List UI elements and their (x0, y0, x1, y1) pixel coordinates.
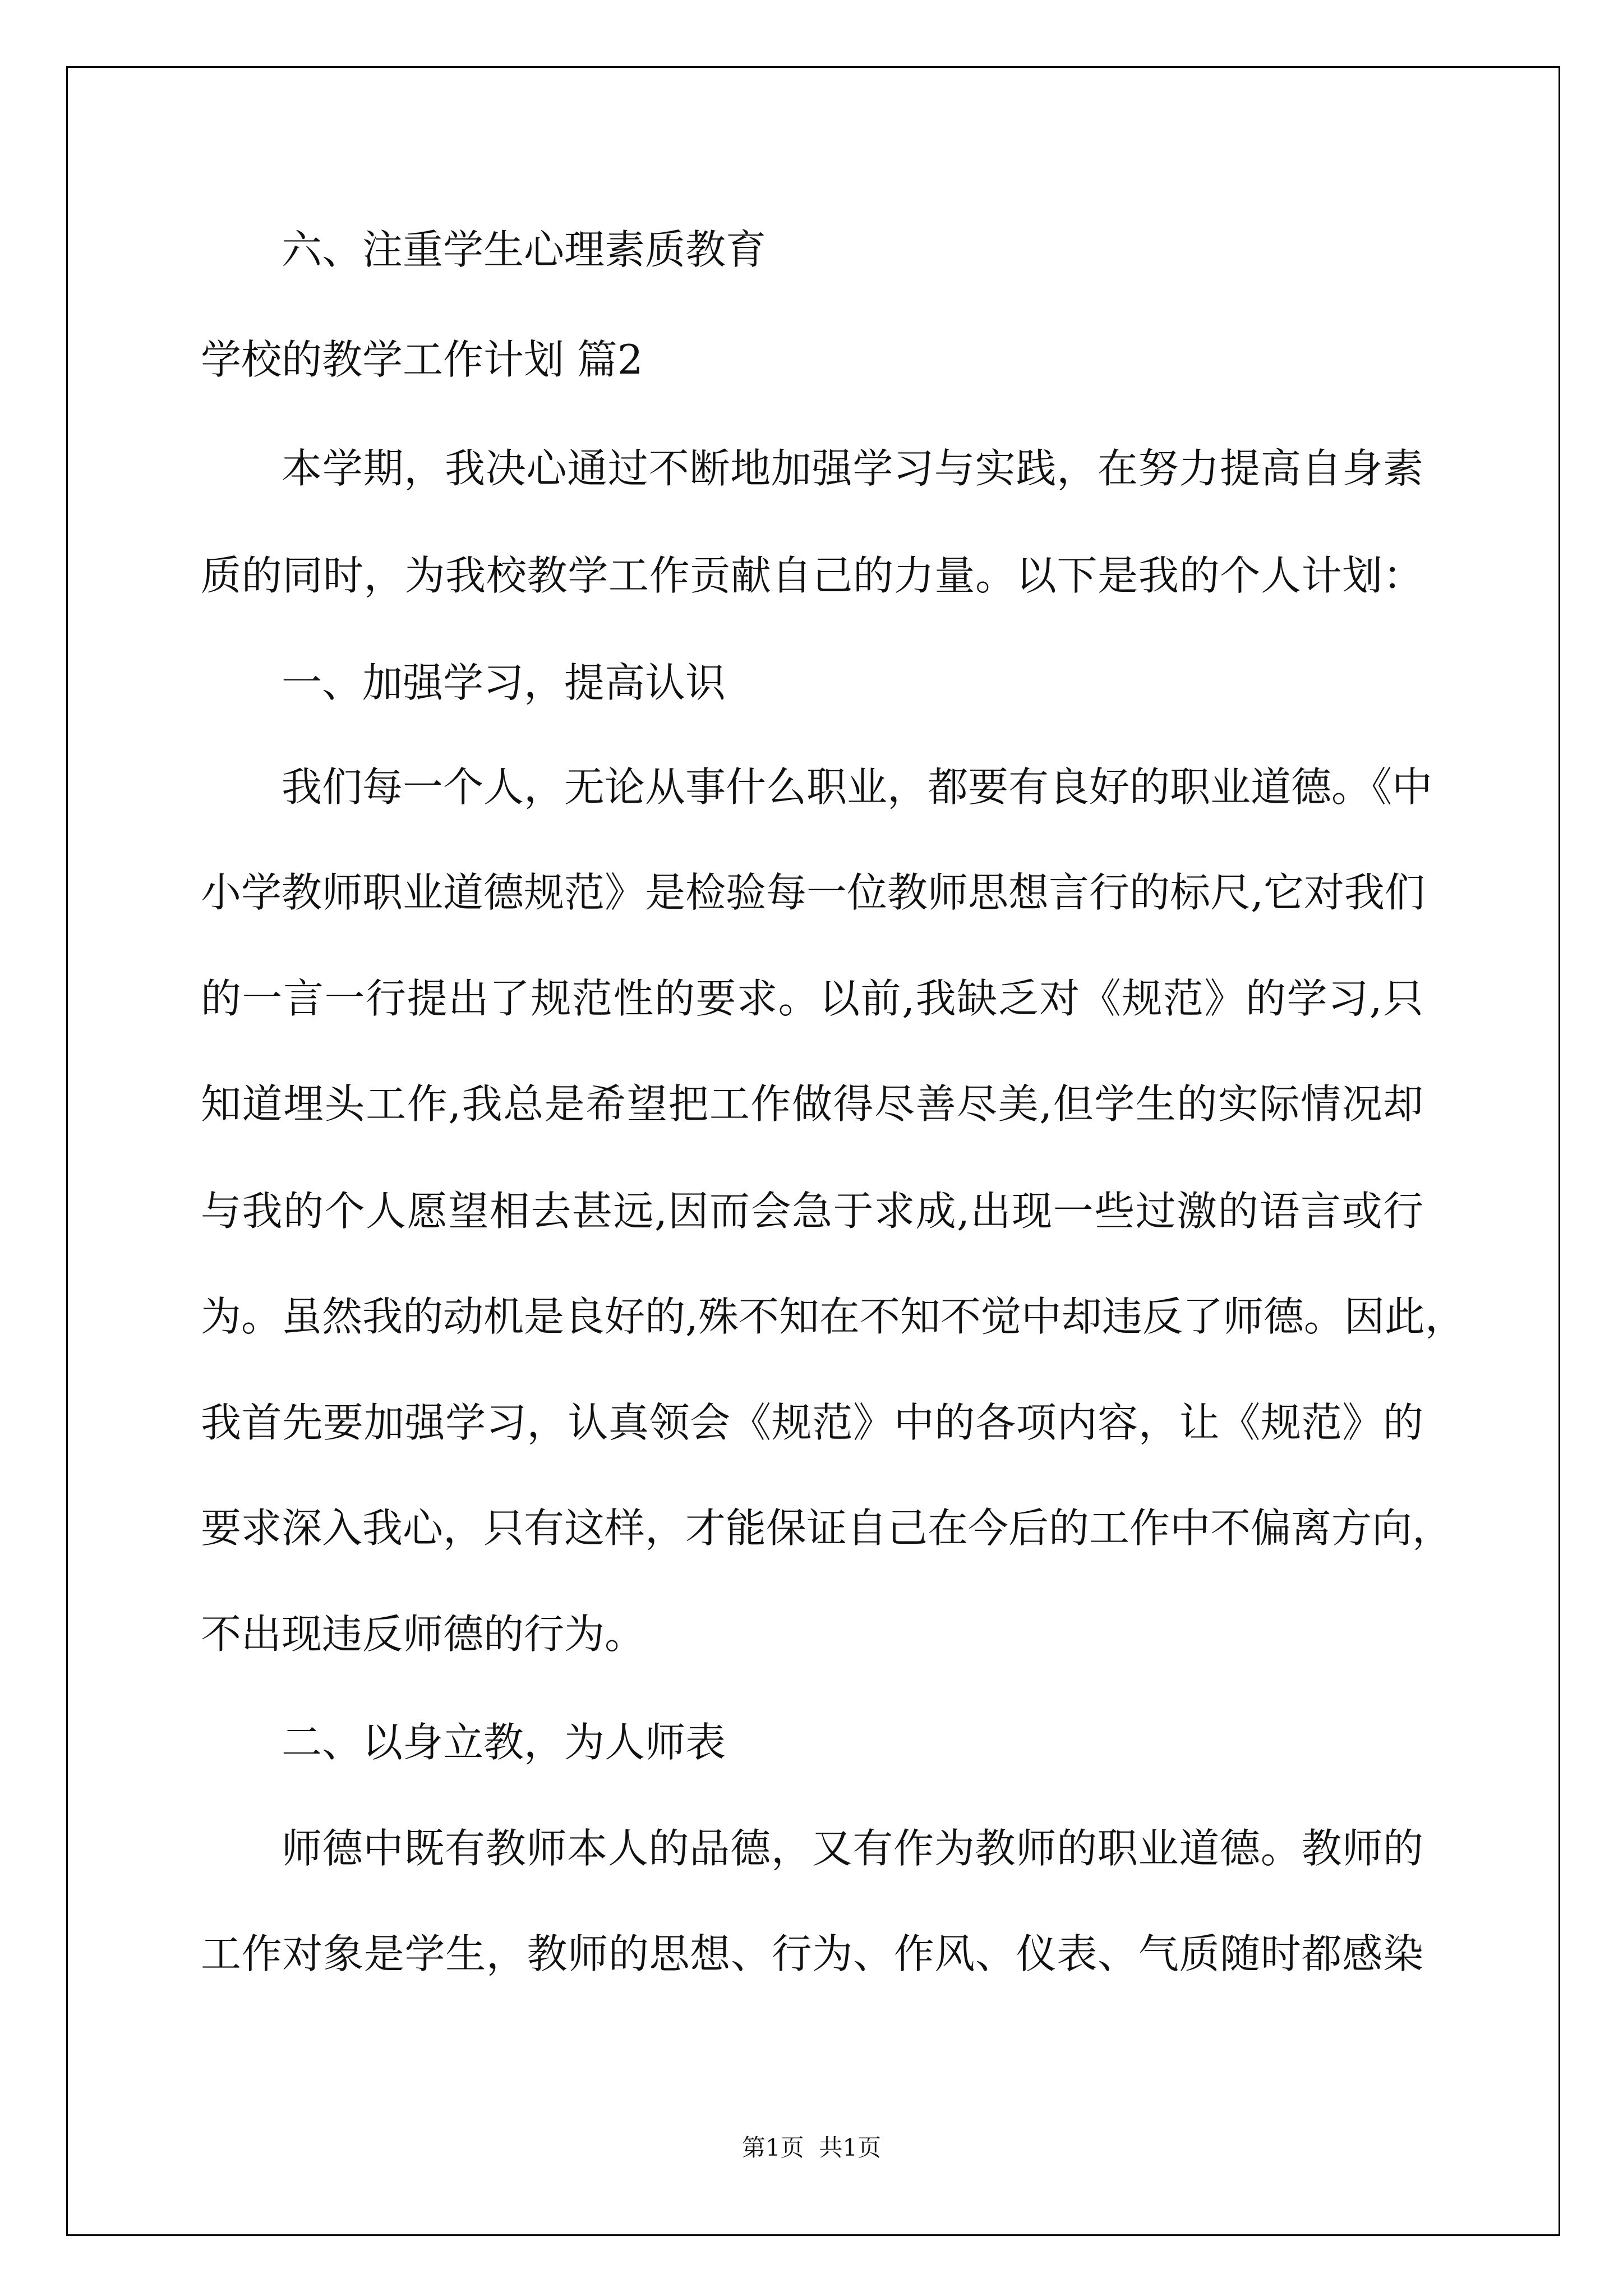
section-heading: 六、注重学生心理素质教育 (282, 226, 767, 273)
paragraph-line: 我们每一个人，无论从事什么职业，都要有良好的职业道德。《中 (282, 763, 1433, 811)
section-heading: 二、以身立教，为人师表 (282, 1719, 726, 1766)
paragraph-line: 的一言一行提出了规范性的要求。以前,我缺乏对《规范》的学习,只 (201, 975, 1423, 1022)
page-footer: 第1页 共1页 (741, 2134, 882, 2161)
paragraph-line: 本学期，我决心通过不断地加强学习与实践，在努力提高自身素 (282, 445, 1423, 492)
paragraph-line: 知道埋头工作,我总是希望把工作做得尽善尽美,但学生的实际情况却 (201, 1080, 1423, 1128)
page-border (66, 66, 1560, 2236)
paragraph-line: 师德中既有教师本人的品德，又有作为教师的职业道德。教师的 (282, 1825, 1423, 1872)
paragraph-line: 为。虽然我的动机是良好的,殊不知在不知不觉中却违反了师德。因此， (201, 1293, 1465, 1340)
paragraph-line: 与我的个人愿望相去甚远,因而会急于求成,出现一些过激的语言或行 (201, 1188, 1423, 1235)
paragraph-line: 小学教师职业道德规范》是检验每一位教师思想言行的标尺,它对我们 (201, 869, 1425, 916)
paragraph-line: 质的同时，为我校教学工作贡献自己的力量。以下是我的个人计划： (201, 552, 1423, 599)
paragraph-line: 我首先要加强学习，认真领会《规范》中的各项内容，让《规范》的 (201, 1399, 1423, 1446)
paragraph-line: 不出现违反师德的行为。 (201, 1611, 645, 1658)
paragraph-line: 要求深入我心，只有这样，才能保证自己在今后的工作中不偏离方向， (201, 1504, 1453, 1552)
paragraph-line: 工作对象是学生，教师的思想、行为、作风、仪表、气质随时都感染 (201, 1930, 1423, 1977)
section-heading: 一、加强学习，提高认识 (282, 659, 726, 706)
document-title: 学校的教学工作计划 篇2 (201, 336, 643, 383)
